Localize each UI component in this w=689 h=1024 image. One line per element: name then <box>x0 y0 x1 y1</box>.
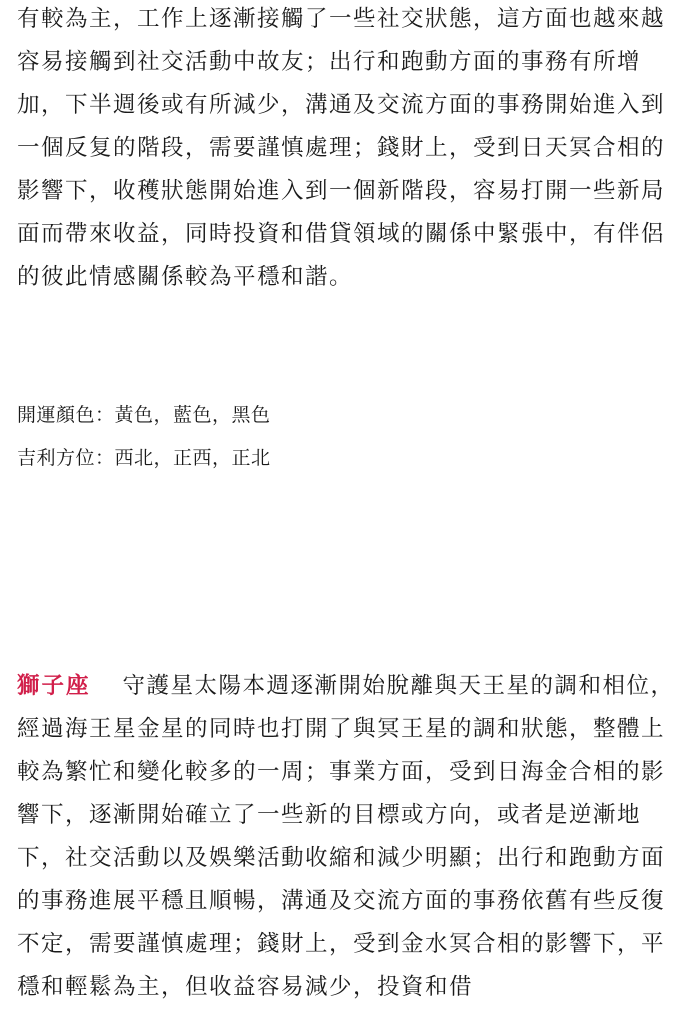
lucky-direction: 吉利方位：西北，正西，正北 <box>17 447 271 469</box>
lucky-info <box>17 394 677 480</box>
leo-paragraph <box>17 665 677 1009</box>
horoscope-article <box>17 0 677 1009</box>
leo-section <box>17 665 677 1009</box>
previous-sign-paragraph: 有較為主，工作上逐漸接觸了一些社交狀態，這方面也越來越容易接觸到社交活動中故友；出行和跑動方面的事務有所增加，下半週後或有所減少，溝通及交流方面的事務開始進入到一個反复的階段，需要謹慎處理；錢財上，受到日天冥合相的影響下，收穫狀態開始進入到一個新階段，容易打開一些新局面而帶來收益，同時投資和借貸領域的關係中緊張中，有伴侶的彼此情感關係較為平穩和諧。 <box>17 6 666 290</box>
sign-name-leo: 獅子座 <box>17 673 91 699</box>
lucky-color: 開運顏色：黃色，藍色，黑色 <box>17 404 271 426</box>
leo-text: 守護星太陽本週逐漸開始脫離與天王星的調和相位，經過海王星金星的同時也打開了與冥王星的調和狀態，整體上較為繁忙和變化較多的一周；事業方面，受到日海金合相的影響下，逐漸開始確立了一些新的目標或方向，或者是逆漸地下，社交活動以及娛樂活動收縮和減少明顯；出行和跑動方面的事務進展平穩且順暢，溝通及交流方面的事務依舊有些反復不定，需要謹慎處理；錢財上，受到金水冥合相的影響下，平穩和輕鬆為主，但收益容易減少，投資和借 <box>17 673 675 1000</box>
